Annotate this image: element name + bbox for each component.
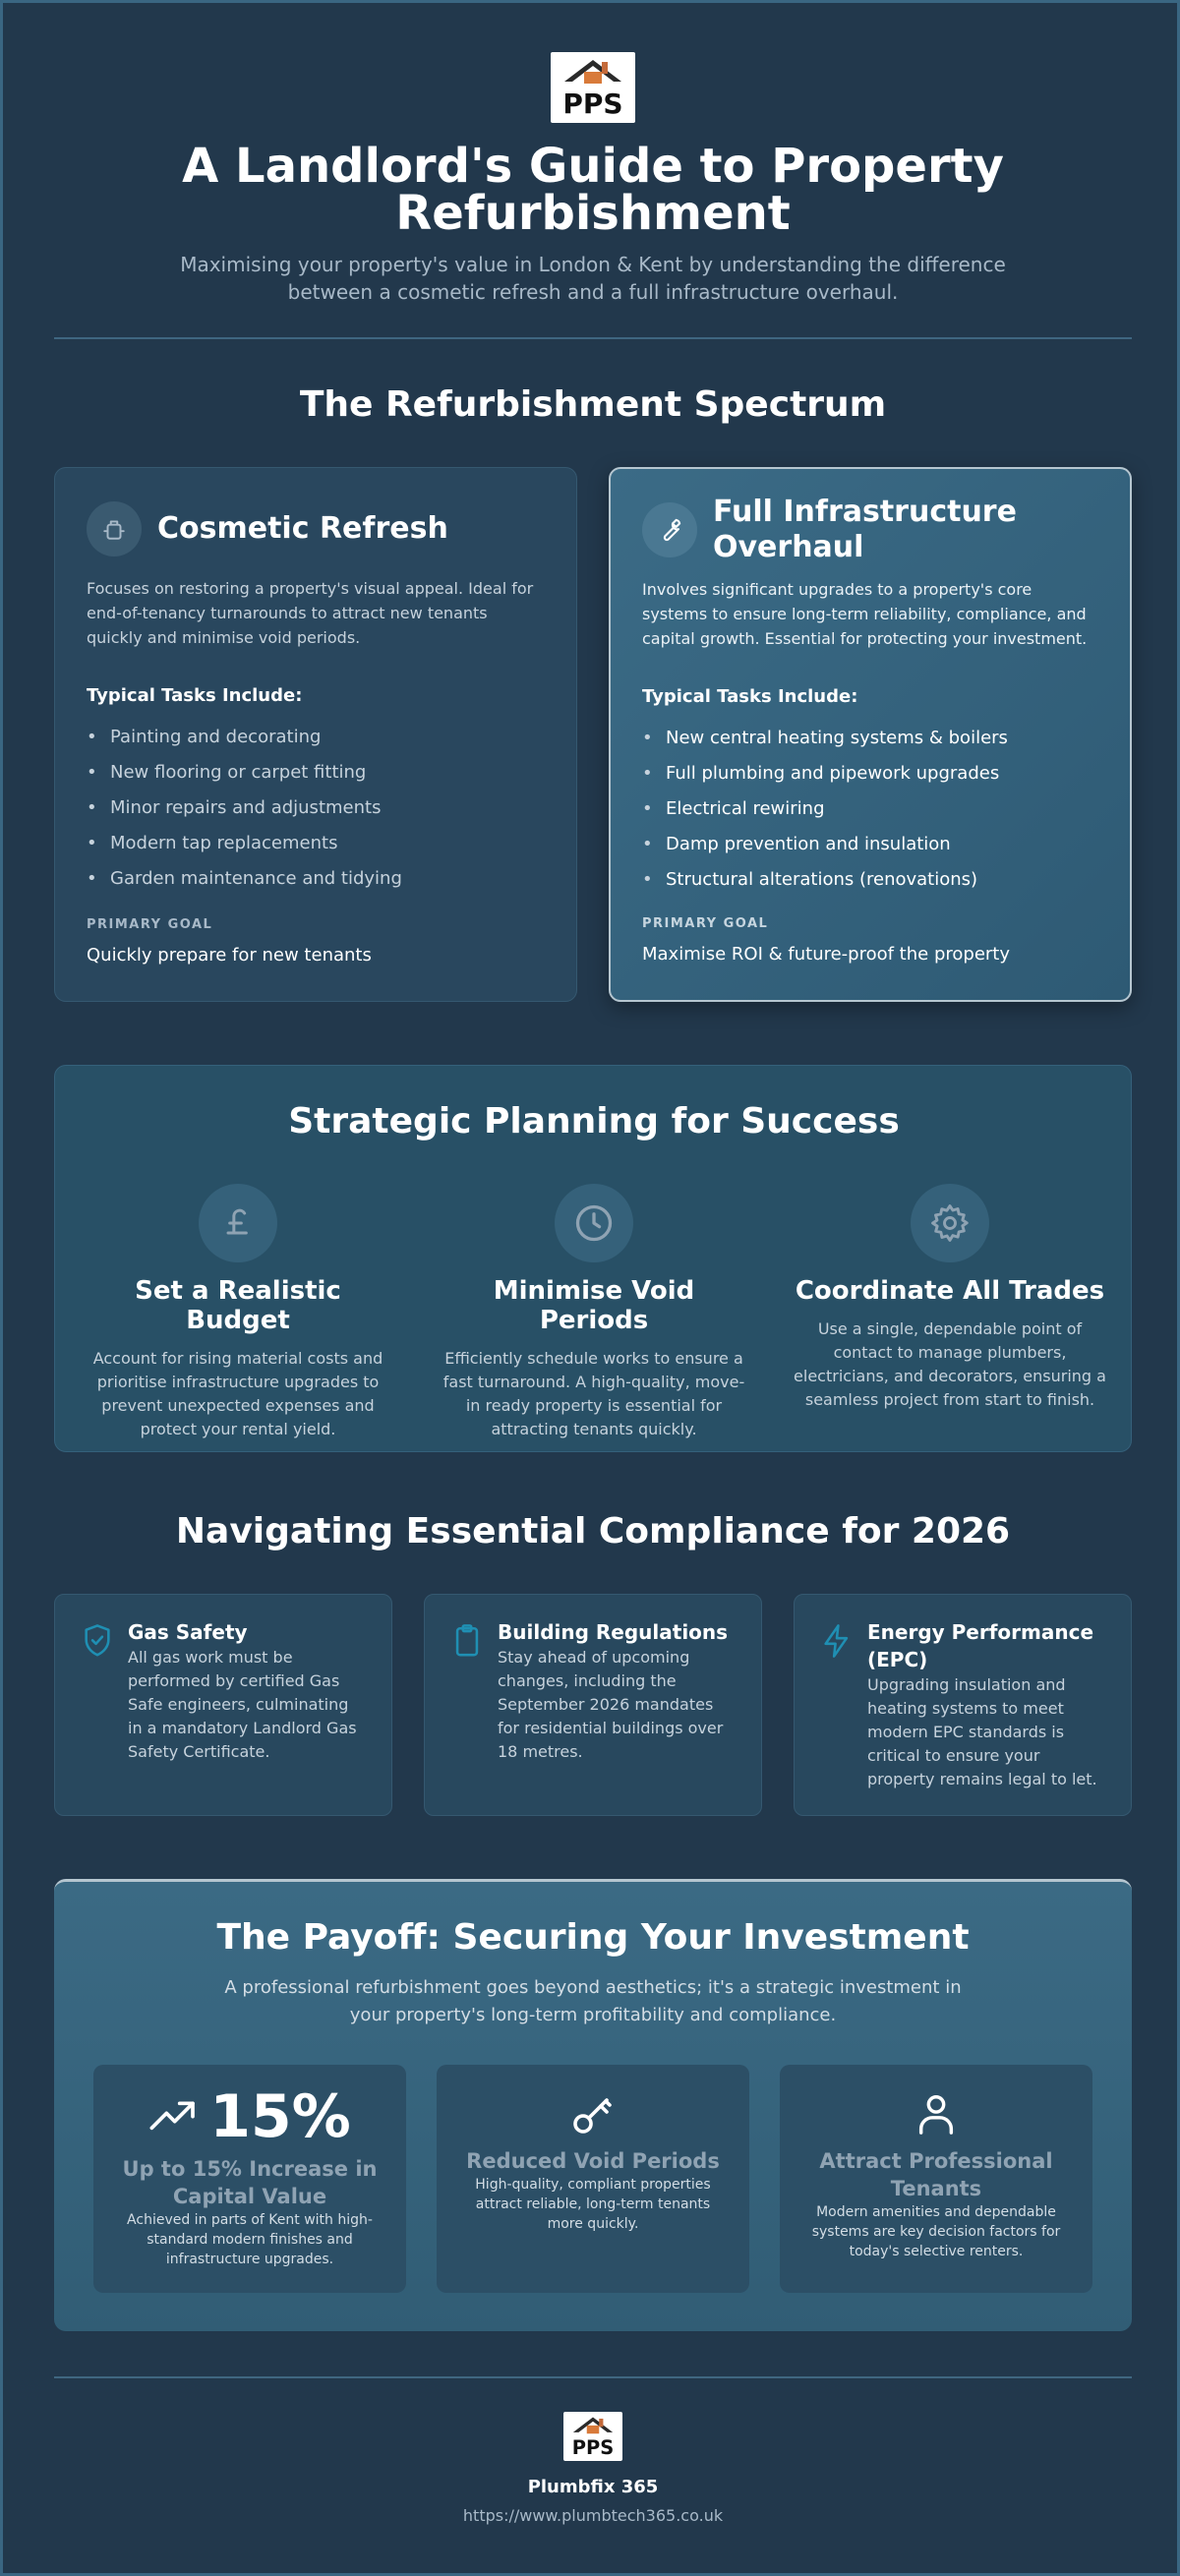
list-item: • Full plumbing and pipework upgrades: [642, 756, 1098, 791]
goal-label: PRIMARY GOAL: [87, 917, 213, 932]
planning-item: [793, 1184, 1107, 1412]
payoff-title: The Payoff: Securing Your Investment: [216, 1917, 970, 1958]
list-item: • Painting and decorating: [87, 720, 545, 755]
compliance-card: [424, 1594, 762, 1816]
payoff-card-title: Up to 15% Increase in Capital Value: [122, 2157, 378, 2208]
list-item: • Garden maintenance and tidying: [87, 861, 545, 897]
card-title: Cosmetic Refresh: [157, 511, 448, 546]
compliance-item-title: Gas Safety: [128, 1620, 248, 1644]
planning-title: Strategic Planning for Success: [288, 1101, 900, 1142]
clipboard-icon: [450, 1622, 484, 1795]
card-title: Full Infrastructure Overhaul: [713, 495, 1017, 564]
list-item: • Electrical rewiring: [642, 791, 1098, 827]
tasks-label: Typical Tasks Include:: [87, 685, 303, 706]
page-subtitle: Maximising your property's value in London & Kent by understanding the difference between a cosmetic refresh and a full infrastructure overhaul.: [180, 253, 1006, 304]
pound-icon: [199, 1184, 277, 1262]
list-item: • Damp prevention and insulation: [642, 827, 1098, 862]
lightning-icon: [820, 1622, 854, 1795]
user-icon: [799, 2086, 1073, 2141]
goal-text: Maximise ROI & future-proof the property: [642, 944, 1011, 965]
trending-up-icon: [148, 2095, 198, 2138]
list-item: • New flooring or carpet fitting: [87, 755, 545, 790]
planning-item: [81, 1184, 395, 1441]
list-item: • New central heating systems & boilers: [642, 721, 1098, 756]
compliance-card: [794, 1594, 1132, 1816]
spectrum-title: The Refurbishment Spectrum: [299, 384, 887, 425]
payoff-card-description: High-quality, compliant properties attract reliable, long-term tenants more quickly.: [475, 2177, 711, 2232]
planning-item-title: Set a Realistic Budget: [135, 1276, 341, 1335]
task-list: [87, 720, 545, 897]
footer-logo: [563, 2412, 622, 2461]
card-description: Involves significant upgrades to a property's core systems to ensure long-term reliability, compliance, and capital growth. Essential for protecting your investment.: [642, 580, 1088, 648]
company-name: Plumbfix 365: [527, 2477, 659, 2497]
header-divider: [54, 337, 1132, 339]
payoff-card-description: Achieved in parts of Kent with high-standard modern finishes and infrastructure upgrades.: [127, 2212, 373, 2267]
goal-text: Quickly prepare for new tenants: [87, 945, 372, 966]
compliance-card: [54, 1594, 392, 1816]
goal-label: PRIMARY GOAL: [642, 916, 769, 931]
planning-item-description: Efficiently schedule works to ensure a fast turnaround. A high-quality, move-in ready property is essential for attracting tenants quickly.: [442, 1349, 745, 1438]
planning-item-description: Account for rising material costs and prioritise infrastructure upgrades to prevent unexpected expenses and protect your rental yield.: [92, 1349, 384, 1438]
planning-item-title: Coordinate All Trades: [795, 1276, 1105, 1306]
paint-bucket-icon: [87, 501, 142, 556]
planning-item-description: Use a single, dependable point of contact to manage plumbers, electricians, and decorators, ensuring a seamless project from start to finish.: [794, 1319, 1106, 1409]
payoff-section: [54, 1879, 1132, 2331]
tasks-label: Typical Tasks Include:: [642, 686, 858, 707]
page-title: A Landlord's Guide to Property Refurbishment: [182, 139, 1004, 241]
svg-text:PPS: PPS: [562, 88, 623, 120]
task-list: [642, 721, 1098, 898]
company-logo: [551, 52, 635, 123]
list-item: • Minor repairs and adjustments: [87, 790, 545, 826]
payoff-subtitle: A professional refurbishment goes beyond aesthetics; it's a strategic investment in your property's long-term profitability and compliance.: [224, 1977, 962, 2025]
compliance-title: Navigating Essential Compliance for 2026: [175, 1511, 1011, 1551]
planning-item: [437, 1184, 751, 1441]
payoff-card-title: Reduced Void Periods: [466, 2149, 720, 2173]
planning-section: [54, 1065, 1132, 1452]
payoff-card: [437, 2065, 749, 2293]
payoff-card-description: Modern amenities and dependable systems are key decision factors for today's selective renters.: [811, 2204, 1061, 2259]
website-link[interactable]: https://www.plumbtech365.co.uk: [462, 2506, 724, 2525]
footer-divider: [54, 2376, 1132, 2378]
svg-text:PPS: PPS: [571, 2436, 615, 2460]
planning-item-title: Minimise Void Periods: [493, 1276, 695, 1335]
shield-check-icon: [81, 1622, 114, 1795]
infrastructure-overhaul-card: [609, 467, 1132, 1002]
payoff-card-title: Attract Professional Tenants: [819, 2149, 1053, 2200]
payoff-card: [93, 2065, 406, 2293]
stat-value: 15%: [209, 2082, 351, 2151]
cosmetic-refresh-card: [54, 467, 577, 1002]
list-item: • Structural alterations (renovations): [642, 862, 1098, 898]
compliance-item-description: Stay ahead of upcoming changes, including the September 2026 mandates for residential buildings over 18 metres.: [498, 1648, 724, 1761]
compliance-item-description: All gas work must be performed by certified Gas Safe engineers, culminating in a mandatory Landlord Gas Safety Certificate.: [128, 1648, 357, 1761]
compliance-item-title: Building Regulations: [498, 1620, 729, 1644]
card-description: Focuses on restoring a property's visual appeal. Ideal for end-of-tenancy turnarounds to attract new tenants quickly and minimise void periods.: [87, 579, 534, 647]
compliance-item-title: Energy Performance (EPC): [867, 1620, 1094, 1671]
gear-icon: [911, 1184, 989, 1262]
list-item: • Modern tap replacements: [87, 826, 545, 861]
wrench-icon: [642, 502, 697, 557]
compliance-item-description: Upgrading insulation and heating systems to meet modern EPC standards is critical to ensure your property remains legal to let.: [867, 1675, 1097, 1788]
payoff-card: [780, 2065, 1092, 2293]
clock-icon: [555, 1184, 633, 1262]
key-icon: [456, 2086, 730, 2141]
